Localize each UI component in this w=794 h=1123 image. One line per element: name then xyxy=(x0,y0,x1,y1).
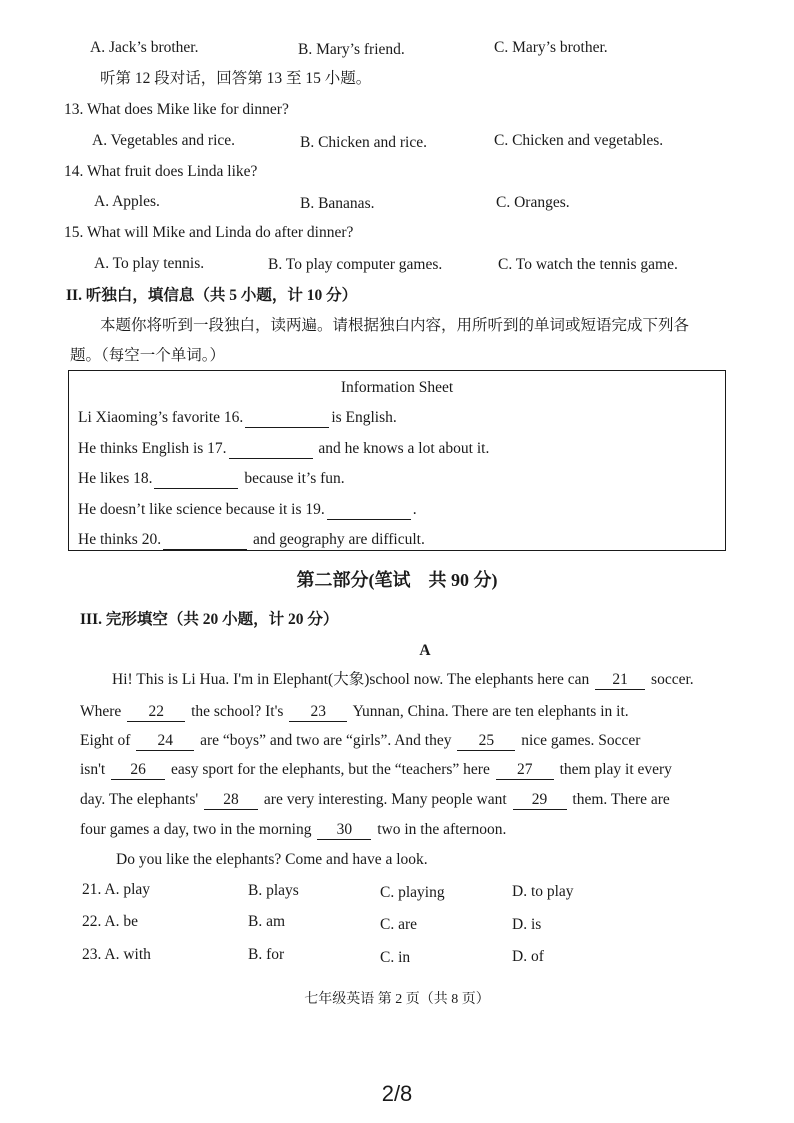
q22-option-b: B. am xyxy=(248,913,286,930)
passage-text: soccer. xyxy=(651,671,694,688)
blank-23[interactable]: 23 xyxy=(289,703,347,722)
passage-text: easy sport for the elephants, but the “teachers” here xyxy=(170,761,490,778)
q13-option-c: C. Chicken and vegetables. xyxy=(494,132,664,149)
info-20-suffix: and geography are difficult. xyxy=(252,531,425,548)
dialog12-instruction: 听第 12 段对话，回答第 13 至 15 小题。 xyxy=(100,70,372,87)
q13-stem: 13. What does Mike like for dinner? xyxy=(64,101,289,118)
blank-28[interactable]: 28 xyxy=(204,791,258,810)
q14-option-a: A. Apples. xyxy=(94,193,160,210)
passage-line-7: Do you like the elephants? Come and have a look. xyxy=(116,851,428,868)
part2-heading: 第二部分(笔试 共 90 分) xyxy=(296,570,498,590)
blank-24[interactable]: 24 xyxy=(136,732,194,751)
q21-option-c: C. playing xyxy=(380,884,445,901)
info-16-prefix: Li Xiaoming’s favorite 16. xyxy=(78,409,244,426)
page-indicator: 2/8 xyxy=(381,1081,413,1106)
passage-line-6 xyxy=(80,820,506,840)
blank-27[interactable]: 27 xyxy=(496,761,554,780)
q15-stem: 15. What will Mike and Linda do after dinner? xyxy=(64,224,354,241)
passage-line-5 xyxy=(80,790,670,810)
info-19-suffix: . xyxy=(412,501,417,518)
info-line-18 xyxy=(78,469,345,489)
info-18-suffix: because it’s fun. xyxy=(244,470,345,487)
passage-text: are “boys” and two are “girls”. And they xyxy=(200,732,452,749)
passage-text: isn't xyxy=(80,761,106,778)
info-line-17 xyxy=(78,439,489,459)
blank-26[interactable]: 26 xyxy=(111,761,165,780)
info-16-suffix: is English. xyxy=(331,409,397,426)
section2-instruction-line2: 题。（每空一个单词。） xyxy=(70,347,226,364)
passage-text: Yunnan, China. There are ten elephants in it. xyxy=(352,703,629,720)
passage-line-2 xyxy=(80,702,629,722)
passage-text: four games a day, two in the morning xyxy=(80,821,312,838)
q21-option-a: 21. A. play xyxy=(82,881,151,898)
q14-option-b: B. Bananas. xyxy=(300,195,375,212)
info-line-19 xyxy=(78,500,417,520)
q14-option-c: C. Oranges. xyxy=(496,194,570,211)
info-20-prefix: He thinks 20. xyxy=(78,531,162,548)
section2-instruction-line1: 本题你将听到一段独白，读两遍。请根据独白内容，用所听到的单词或短语完成下列各 xyxy=(100,317,690,334)
q21-option-d: D. to play xyxy=(512,883,574,900)
q22-option-d: D. is xyxy=(512,916,542,933)
passage-line-4 xyxy=(80,760,672,780)
q12-option-b: B. Mary’s friend. xyxy=(298,41,405,58)
information-sheet-title: Information Sheet xyxy=(340,379,454,396)
passage-line-3 xyxy=(80,731,640,751)
info-17-prefix: He thinks English is 17. xyxy=(78,440,227,457)
blank-29[interactable]: 29 xyxy=(513,791,567,810)
passage-text: are very interesting. Many people want xyxy=(263,791,507,808)
blank-19[interactable] xyxy=(327,501,411,520)
blank-21[interactable]: 21 xyxy=(595,671,645,690)
info-18-prefix: He likes 18. xyxy=(78,470,153,487)
passage-text: day. The elephants' xyxy=(80,791,199,808)
q22-option-c: C. are xyxy=(380,916,418,933)
q22-option-a: 22. A. be xyxy=(82,913,138,930)
section2-heading: II. 听独白，填信息（共 5 小题，计 10 分） xyxy=(66,287,358,304)
info-line-16 xyxy=(78,408,397,428)
passage-text: Hi! This is Li Hua. I'm in Elephant(大象)school now. The elephants here can xyxy=(112,671,590,688)
blank-17[interactable] xyxy=(229,440,313,459)
page-footer: 七年级英语 第 2 页（共 8 页） xyxy=(304,992,490,1007)
info-19-prefix: He doesn’t like science because it is 19. xyxy=(78,501,325,518)
passage-label: A xyxy=(419,642,431,659)
q15-option-b: B. To play computer games. xyxy=(268,256,443,273)
passage-text: two in the afternoon. xyxy=(377,821,507,838)
q12-option-c: C. Mary’s brother. xyxy=(494,39,608,56)
blank-16[interactable] xyxy=(245,409,329,428)
passage-text: the school? It's xyxy=(191,703,284,720)
info-line-20 xyxy=(78,530,425,550)
blank-22[interactable]: 22 xyxy=(127,703,185,722)
q23-option-d: D. of xyxy=(512,948,544,965)
q13-option-b: B. Chicken and rice. xyxy=(300,134,427,151)
section3-heading: III. 完形填空（共 20 小题，计 20 分） xyxy=(80,611,339,628)
q21-option-b: B. plays xyxy=(248,882,299,899)
blank-30[interactable]: 30 xyxy=(317,821,371,840)
q15-option-c: C. To watch the tennis game. xyxy=(498,256,678,273)
q23-option-b: B. for xyxy=(248,946,285,963)
blank-20[interactable] xyxy=(163,531,247,550)
q23-option-c: C. in xyxy=(380,949,411,966)
passage-text: them. There are xyxy=(572,791,670,808)
info-17-suffix: and he knows a lot about it. xyxy=(318,440,490,457)
passage-text: Where xyxy=(80,703,122,720)
q15-option-a: A. To play tennis. xyxy=(94,255,205,272)
passage-line-1 xyxy=(112,670,694,690)
q23-option-a: 23. A. with xyxy=(82,946,151,963)
blank-18[interactable] xyxy=(154,470,238,489)
q14-stem: 14. What fruit does Linda like? xyxy=(64,163,258,180)
q12-option-a: A. Jack’s brother. xyxy=(90,39,199,56)
q13-option-a: A. Vegetables and rice. xyxy=(92,132,236,149)
passage-text: nice games. Soccer xyxy=(521,732,641,749)
blank-25[interactable]: 25 xyxy=(457,732,515,751)
passage-text: Eight of xyxy=(80,732,131,749)
passage-text: them play it every xyxy=(559,761,672,778)
